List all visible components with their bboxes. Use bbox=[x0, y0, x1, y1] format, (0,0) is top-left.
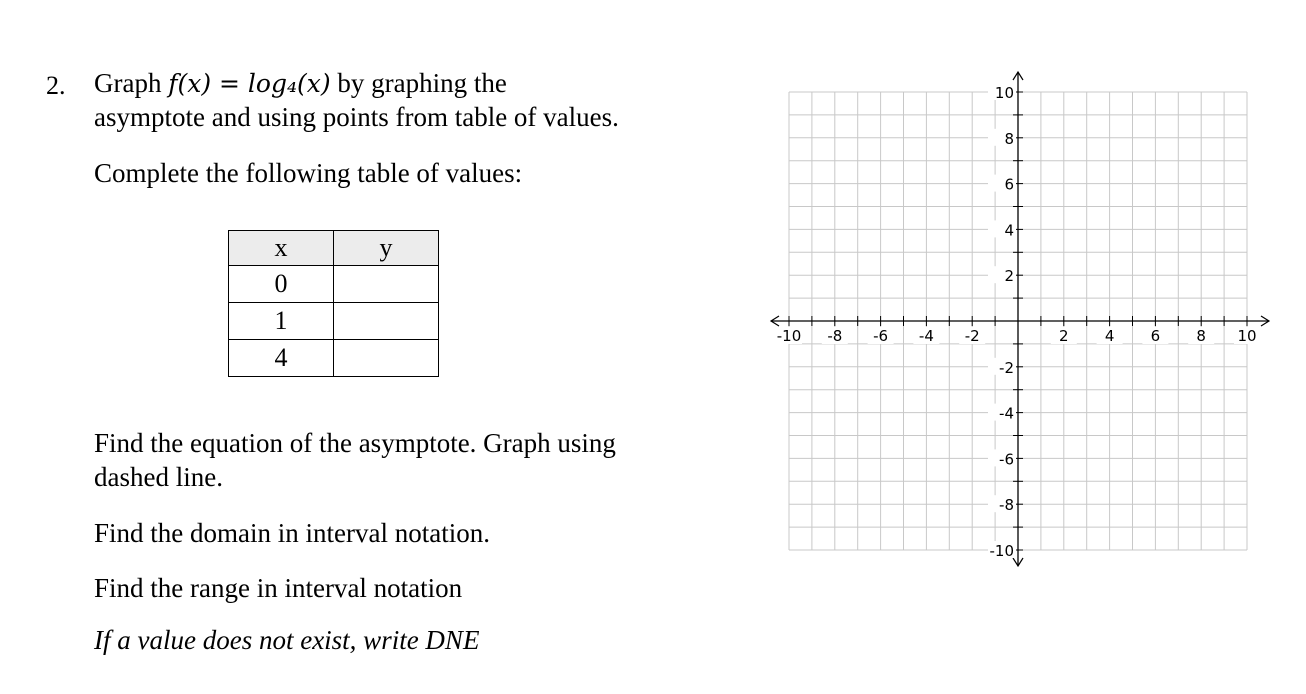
asymptote-prompt-line-1: Find the equation of the asymptote. Graph using bbox=[94, 428, 616, 458]
y-tick-label: 10 bbox=[994, 84, 1014, 102]
cell-y-answer[interactable] bbox=[334, 266, 439, 303]
asymptote-prompt-line-2: dashed line. bbox=[94, 462, 223, 492]
y-tick-label: 8 bbox=[1004, 129, 1014, 148]
question-line-1 bbox=[94, 68, 507, 99]
y-tick-label: -10 bbox=[989, 542, 1014, 560]
table-of-values bbox=[228, 230, 439, 377]
function-equation: f(x) = log₄(x) bbox=[168, 69, 331, 98]
question-number: 2. bbox=[46, 71, 66, 100]
range-prompt: Find the range in interval notation bbox=[94, 573, 463, 603]
y-tick-label: -8 bbox=[999, 496, 1014, 515]
x-tick-label: 10 bbox=[1237, 327, 1257, 345]
question-text-end: by graphing the bbox=[330, 68, 507, 98]
x-tick-label: -10 bbox=[776, 327, 802, 345]
x-tick-label: 8 bbox=[1196, 327, 1206, 345]
coordinate-grid[interactable] bbox=[760, 70, 1300, 590]
x-tick-label: -2 bbox=[964, 327, 980, 345]
x-tick-label: 2 bbox=[1059, 327, 1069, 345]
cell-x: 0 bbox=[229, 266, 334, 303]
y-tick-label: -6 bbox=[999, 450, 1014, 469]
table-row bbox=[229, 303, 439, 340]
y-tick-label: -4 bbox=[999, 404, 1014, 423]
table-instruction: Complete the following table of values: bbox=[94, 158, 523, 188]
dne-note: If a value does not exist, write DNE bbox=[94, 625, 480, 655]
header-y: y bbox=[334, 231, 439, 266]
x-tick-label: 4 bbox=[1104, 327, 1115, 345]
cell-y-answer[interactable] bbox=[334, 340, 439, 377]
question-text-start: Graph bbox=[94, 68, 169, 98]
header-x: x bbox=[229, 231, 334, 266]
x-tick-label: 6 bbox=[1150, 327, 1161, 345]
x-tick-label: -8 bbox=[827, 327, 843, 345]
cell-x: 1 bbox=[229, 303, 334, 340]
x-tick-label: -4 bbox=[918, 327, 934, 345]
y-tick-label: 2 bbox=[1004, 267, 1014, 286]
table-row bbox=[229, 340, 439, 377]
y-tick-label: 6 bbox=[1004, 175, 1014, 194]
question-line-2: asymptote and using points from table of values. bbox=[94, 102, 619, 132]
domain-prompt: Find the domain in interval notation. bbox=[94, 518, 490, 548]
x-tick-label: -6 bbox=[873, 327, 889, 345]
cell-y-answer[interactable] bbox=[334, 303, 439, 340]
table-header-row bbox=[229, 231, 439, 266]
table-row bbox=[229, 266, 439, 303]
cell-x: 4 bbox=[229, 340, 334, 377]
y-tick-label: 4 bbox=[1004, 221, 1014, 240]
y-tick-label: -2 bbox=[999, 358, 1014, 377]
